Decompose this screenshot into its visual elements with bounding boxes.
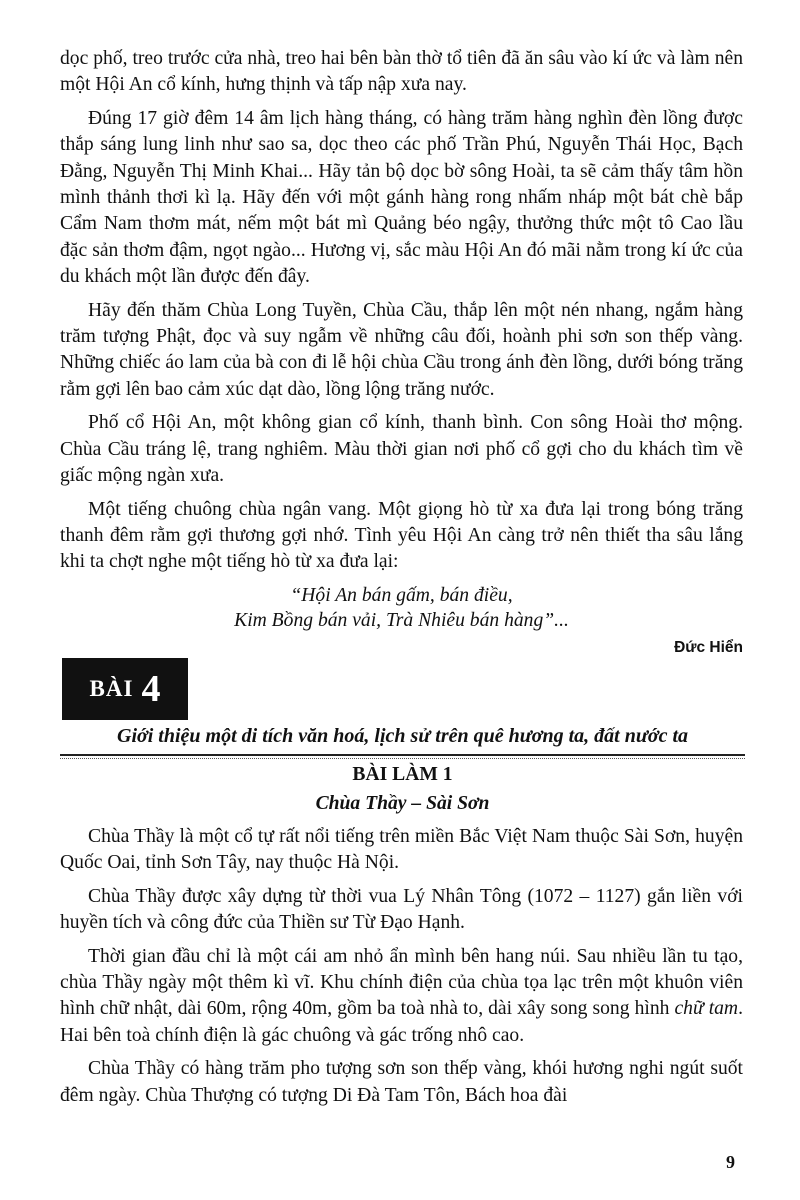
lesson-label: BÀI [89, 676, 134, 701]
page-number: 9 [726, 1152, 735, 1172]
intro-section [60, 46, 743, 661]
paragraph: Chùa Thầy có hàng trăm pho tượng sơn son thếp vàng, khói hương nghi ngút suốt đêm ngày. Chùa Thượng có tượng Di Đà Tam Tôn, Bách hoa đài [60, 1058, 743, 1106]
lesson-badge [62, 658, 188, 720]
paragraph: Chùa Thầy là một cổ tự rất nổi tiếng trên miền Bắc Việt Nam thuộc Sài Sơn, huyện Quốc Oai, tỉnh Sơn Tây, nay thuộc Hà Nội. [60, 826, 743, 874]
essay-body [60, 824, 743, 1116]
author-name: Đức Hiển [674, 638, 743, 656]
paragraph: dọc phố, treo trước cửa nhà, treo hai bên bàn thờ tổ tiên đã ăn sâu vào kí ức và làm nên một Hội An cổ kính, hưng thịnh và tấp nập xưa nay. [60, 48, 743, 96]
text-run: . Hai bên toà chính điện là gác chuông và gác trống nhô cao. [60, 998, 743, 1046]
poem-line: “Hội An bán gấm, bán điều, [290, 584, 513, 606]
lesson-topic: Giới thiệu một di tích văn hoá, lịch sử trên quê hương ta, đất nước ta [117, 725, 688, 747]
paragraph: Hãy đến thăm Chùa Long Tuyền, Chùa Cầu, thắp lên một nén nhang, ngắm hàng trăm tượng Phật, đọc và suy ngẫm về những câu đối, hoành phi sơn son thếp vàng. Những chiếc áo lam của bà con đi lễ hội chùa Cầu trong ánh đèn lồng, dưới bóng trăng rằm gợi lên bao cảm xúc dạt dào, lồng lộng trăng nước. [60, 299, 743, 400]
paragraph [60, 944, 743, 1050]
poem-line: Kim Bồng bán vải, Trà Nhiêu bán hàng”... [234, 609, 569, 631]
paragraph: Một tiếng chuông chùa ngân vang. Một giọng hò từ xa đưa lại trong bóng trăng thanh đêm rằm gợi thương gợi nhớ. Tình yêu Hội An càng trở nên thiết tha sâu lắng khi ta chợt nghe một tiếng hò từ xa đưa lại: [60, 498, 743, 573]
emphasis-text: chữ tam [674, 998, 739, 1020]
text-run: Thời gian đầu chỉ là một cái am nhỏ ẩn mình bên hang núi. Sau nhiều lần tu tạo, chùa Thầy ngày một thêm kì vĩ. Khu chính điện của chùa tọa lạc trên một khuôn viên hình chữ nhật, dài 60m, rộng 40m, gồm ba toà nhà to, dài xây song song hình [60, 945, 743, 1020]
paragraph: Đúng 17 giờ đêm 14 âm lịch hàng tháng, có hàng trăm hàng nghìn đèn lồng được thắp sáng lung linh như sao sa, dọc theo các phố Trần Phú, Nguyễn Thái Học, Bạch Đằng, Nguyễn Thị Minh Khai... Hãy tản bộ dọc bờ sông Hoài, ta sẽ cảm thấy tâm hồn mình thảnh thơi kì lạ. Hãy đến với một gánh hàng rong nhấm nháp một bát chè bắp Cẩm Nam thơm mát, nếm một bát mì Quảng béo ngậy, thưởng thức một tô Cao lầu đặc sản thơm đậm, ngọt ngào... Hương vị, sắc màu Hội An đó mãi nằm trong kí ức của du khách một lần được đến đây. [60, 107, 743, 288]
essay-heading: BÀI LÀM 1 [352, 764, 453, 785]
divider [60, 754, 745, 756]
lesson-number: 4 [141, 668, 161, 710]
divider [60, 758, 745, 759]
essay-title: Chùa Thầy – Sài Sơn [315, 793, 490, 814]
paragraph: Chùa Thầy được xây dựng từ thời vua Lý Nhân Tông (1072 – 1127) gắn liền với huyền tích và công đức của Thiền sư Từ Đạo Hạnh. [60, 885, 743, 934]
paragraph: Phố cổ Hội An, một không gian cổ kính, thanh bình. Con sông Hoài thơ mộng. Chùa Cầu tráng lệ, trang nghiêm. Màu thời gian nơi phố cổ gợi cho du khách tìm về giấc mộng ngàn xưa. [60, 412, 743, 487]
poem [60, 583, 743, 633]
